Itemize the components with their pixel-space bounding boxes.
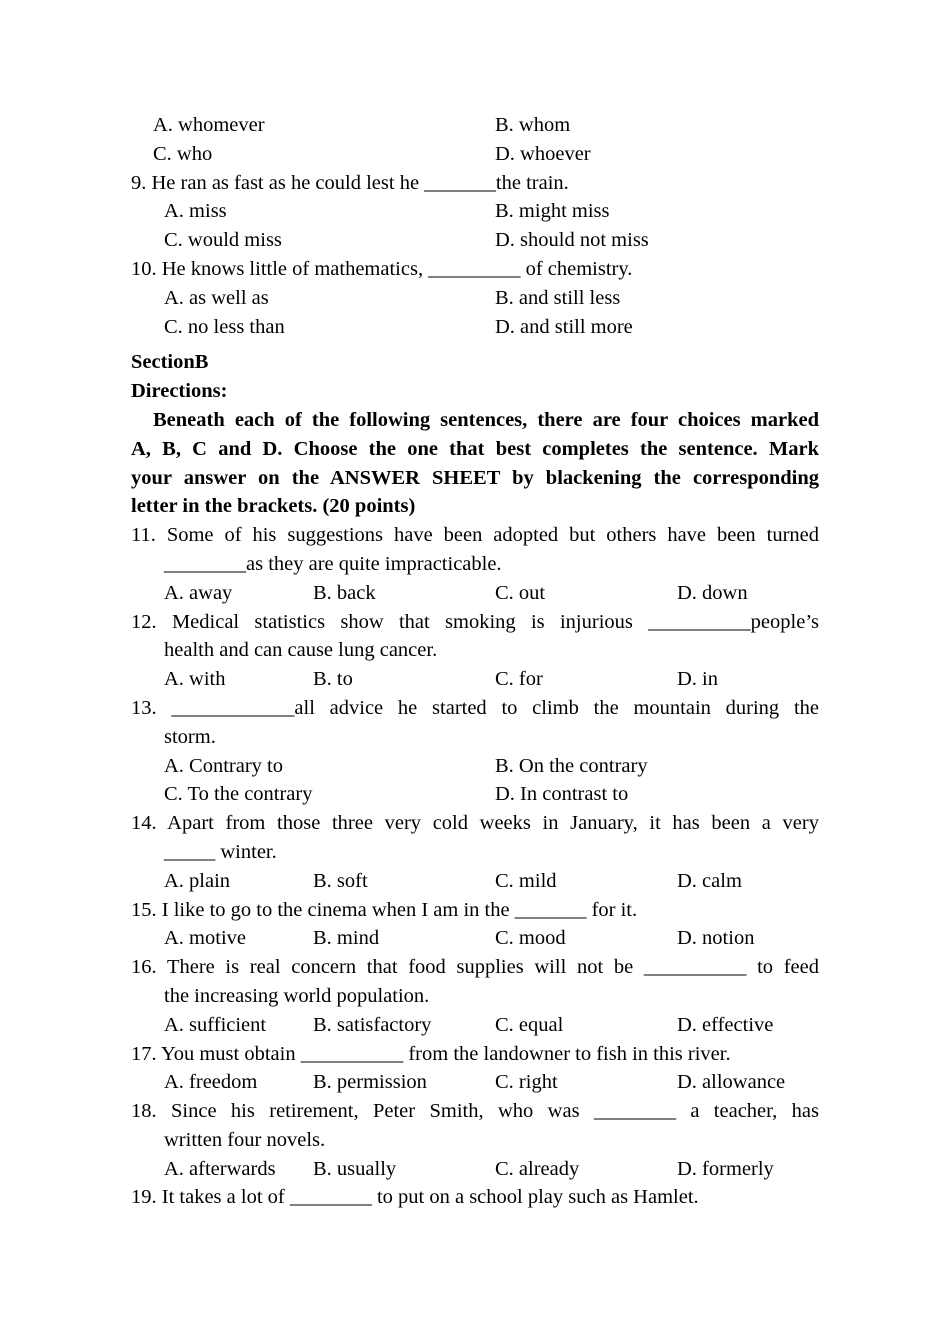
q17-option-a: A. freedom <box>164 1071 258 1094</box>
q14-options <box>131 867 819 896</box>
q14-option-d: D. calm <box>677 869 742 892</box>
q10-option-d: D. and still more <box>495 315 633 338</box>
q8-options-row-2 <box>131 140 819 169</box>
q10-stem: 10. He knows little of mathematics, _________ of chemistry. <box>131 257 633 280</box>
q12-option-c: C. for <box>495 668 543 691</box>
q11-stem-line-1: 11. Some of his suggestions have been adopted but others have been turned <box>131 524 819 547</box>
q12-stem-line-2: health and can cause lung cancer. <box>164 639 438 662</box>
q9-options-row-1 <box>131 197 819 226</box>
q18-option-b: B. usually <box>313 1157 397 1180</box>
q16-option-c: C. equal <box>495 1013 564 1036</box>
q14-option-b: B. soft <box>313 869 368 892</box>
q9-options-row-2 <box>131 226 819 255</box>
q11-option-a: A. away <box>164 581 233 604</box>
q13-option-d: D. In contrast to <box>495 783 629 806</box>
q13-options-row-2 <box>131 780 819 809</box>
q14-option-c: C. mild <box>495 869 557 892</box>
q11-stem-line-2: ________as they are quite impracticable. <box>164 552 502 575</box>
q13-option-b: B. On the contrary <box>495 754 648 777</box>
q13-stem-line-2: storm. <box>164 725 216 748</box>
directions-label: Directions: <box>131 380 228 403</box>
q15-option-a: A. motive <box>164 927 246 950</box>
q17-stem: 17. You must obtain __________ from the landowner to fish in this river. <box>131 1042 731 1065</box>
q18-option-c: C. already <box>495 1157 580 1180</box>
q15-option-d: D. notion <box>677 927 755 950</box>
q8-option-c: C. who <box>153 142 213 165</box>
q17-option-d: D. allowance <box>677 1071 786 1094</box>
q17-option-b: B. permission <box>313 1071 427 1094</box>
q18-options <box>131 1155 819 1184</box>
q17-option-c: C. right <box>495 1071 558 1094</box>
q13-option-c: C. To the contrary <box>164 783 313 806</box>
q12-option-a: A. with <box>164 668 226 691</box>
q16-options <box>131 1011 819 1040</box>
q14-stem-line-2: _____ winter. <box>164 840 277 863</box>
q8-option-b: B. whom <box>495 114 571 136</box>
q10-option-b: B. and still less <box>495 286 621 309</box>
q13-options-row-1 <box>131 752 819 781</box>
q18-option-a: A. afterwards <box>164 1157 276 1180</box>
q18-stem-line-2: written four novels. <box>164 1128 326 1151</box>
directions-line-2: A, B, C and D. Choose the one that best completes the sentence. Mark <box>131 437 819 460</box>
q10-option-a: A. as well as <box>164 286 269 309</box>
q11-options <box>131 579 819 608</box>
q13-stem-line-1: 13. ____________all advice he started to climb the mountain during the <box>131 696 819 719</box>
q18-stem-line-1: 18. Since his retirement, Peter Smith, who was ________ a teacher, has <box>131 1100 819 1123</box>
q15-option-c: C. mood <box>495 927 566 950</box>
q15-options <box>131 924 819 953</box>
section-title: SectionB <box>131 351 209 374</box>
q16-stem-line-1: 16. There is real concern that food supplies will not be __________ to feed <box>131 956 819 979</box>
q14-stem-line-1: 14. Apart from those three very cold weeks in January, it has been a very <box>131 812 819 835</box>
q15-stem: 15. I like to go to the cinema when I am in the _______ for it. <box>131 898 638 921</box>
q8-option-a: A. whomever <box>153 114 265 136</box>
q12-option-b: B. to <box>313 668 353 691</box>
q9-option-d: D. should not miss <box>495 229 649 252</box>
q19-stem: 19. It takes a lot of ________ to put on a school play such as Hamlet. <box>131 1186 699 1209</box>
q8-options-row-1 <box>131 111 819 140</box>
q8-option-d: D. whoever <box>495 142 591 165</box>
q18-option-d: D. formerly <box>677 1157 774 1180</box>
q11-option-c: C. out <box>495 581 546 604</box>
directions-line-1: Beneath each of the following sentences, there are four choices marked <box>153 408 819 431</box>
q15-option-b: B. mind <box>313 927 380 950</box>
q10-option-c: C. no less than <box>164 315 285 338</box>
q17-options <box>131 1068 819 1097</box>
q11-option-b: B. back <box>313 581 376 604</box>
q12-options <box>131 665 819 694</box>
directions-line-4: letter in the brackets. (20 points) <box>131 495 416 518</box>
q9-option-a: A. miss <box>164 200 227 223</box>
q16-stem-line-2: the increasing world population. <box>164 984 430 1007</box>
q14-option-a: A. plain <box>164 869 231 892</box>
q16-option-d: D. effective <box>677 1013 774 1036</box>
q13-option-a: A. Contrary to <box>164 754 283 777</box>
q10-options-row-1 <box>131 284 819 313</box>
q10-options-row-2 <box>131 313 819 342</box>
q12-option-d: D. in <box>677 668 718 691</box>
q9-option-b: B. might miss <box>495 200 610 223</box>
q9-stem: 9. He ran as fast as he could lest he _______the train. <box>131 171 569 194</box>
q16-option-b: B. satisfactory <box>313 1013 432 1036</box>
q9-option-c: C. would miss <box>164 229 282 252</box>
q11-option-d: D. down <box>677 581 748 604</box>
q12-stem-line-1: 12. Medical statistics show that smoking is injurious __________people’s <box>131 610 819 633</box>
exam-page <box>131 111 819 1212</box>
directions-line-3: your answer on the ANSWER SHEET by blackening the corresponding <box>131 466 819 489</box>
q16-option-a: A. sufficient <box>164 1013 267 1036</box>
